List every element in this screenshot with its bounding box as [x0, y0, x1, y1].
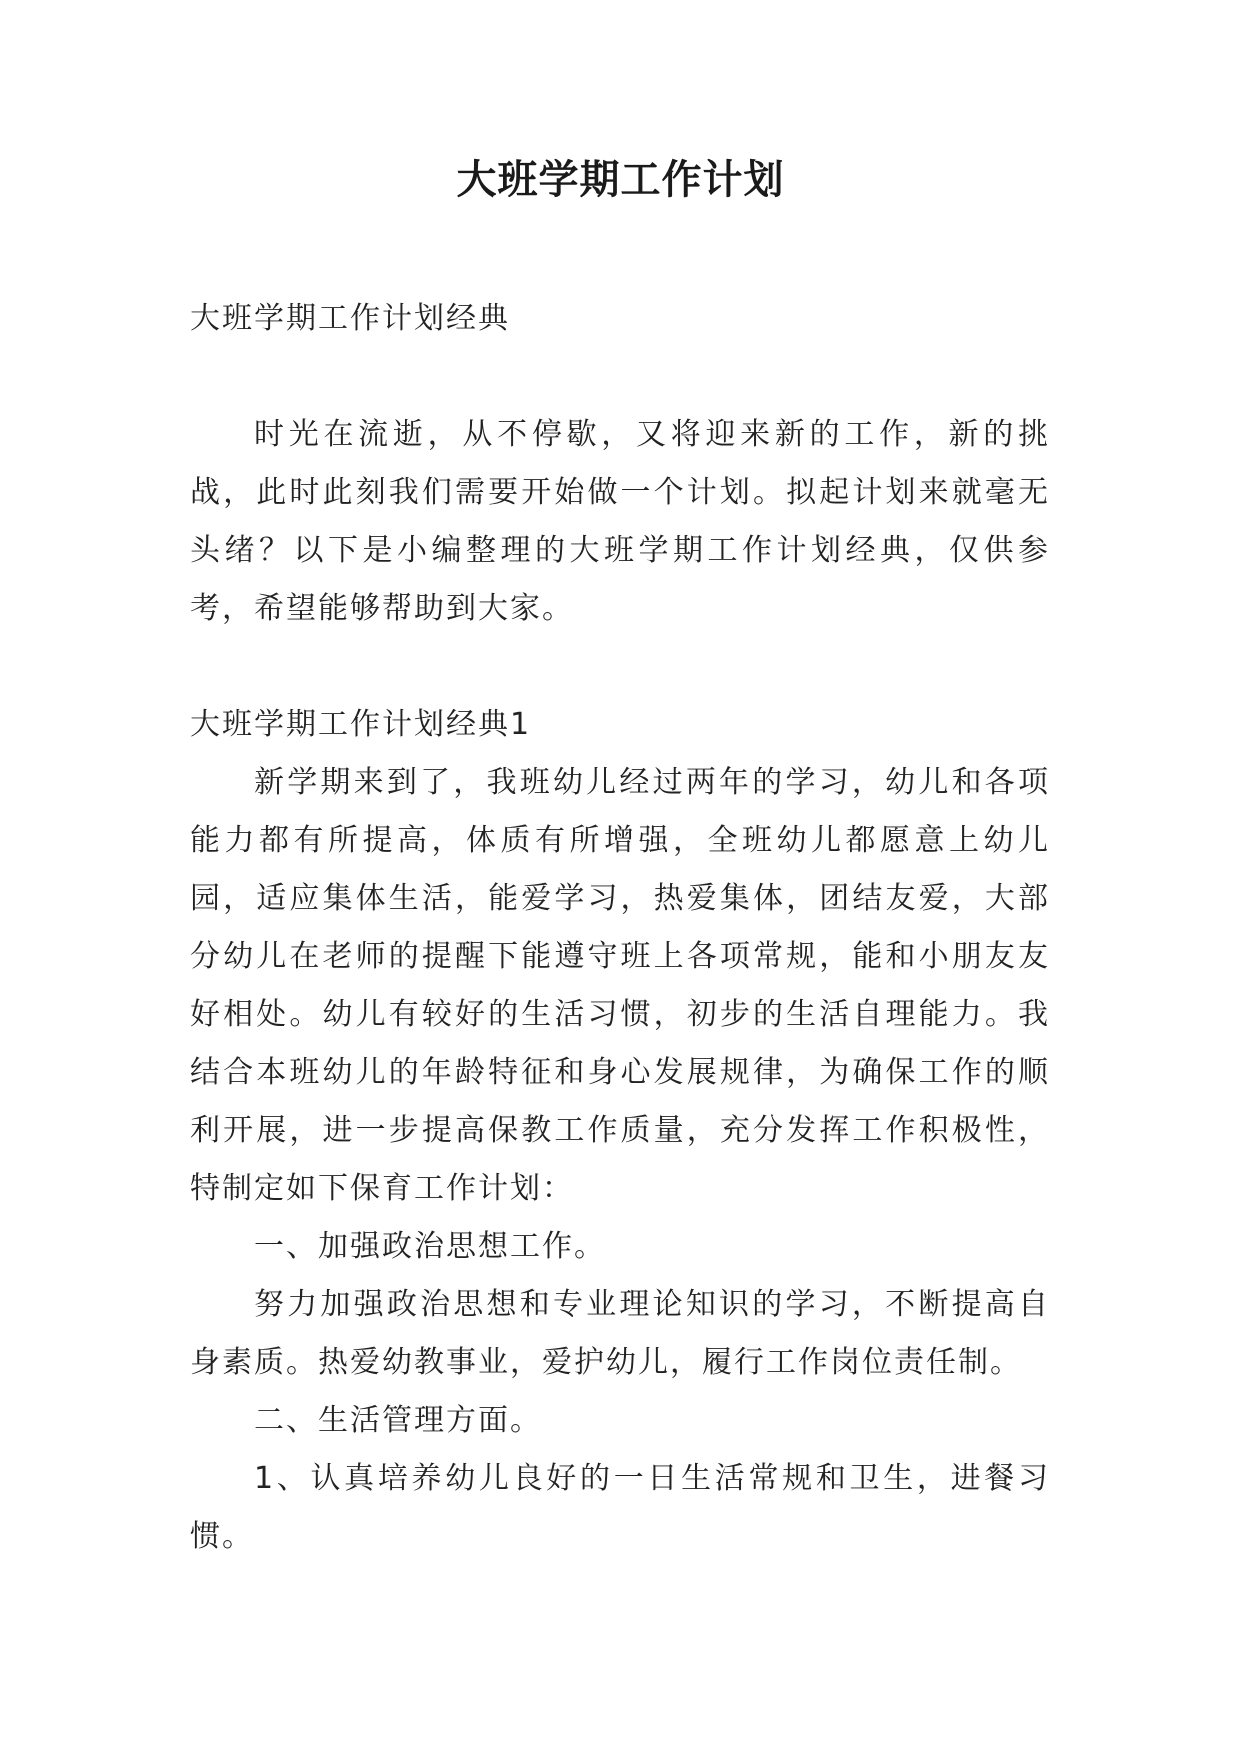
body-paragraph: 1、认真培养幼儿良好的一日生活常规和卫生，进餐习惯。: [190, 1461, 1050, 1554]
document-subtitle: 大班学期工作计划经典: [190, 301, 510, 336]
intro-paragraph: 时光在流逝，从不停歇，又将迎来新的工作，新的挑战，此时此刻我们需要开始做一个计划。拟起计划来就毫无头绪？以下是小编整理的大班学期工作计划经典，仅供参考，希望能够帮助到大家。: [190, 417, 1050, 626]
section-heading-life: 二、生活管理方面。: [254, 1403, 542, 1438]
section-heading: 大班学期工作计划经典1: [190, 707, 532, 742]
document-body: [190, 290, 1050, 1566]
document-title: 大班学期工作计划: [456, 156, 785, 203]
body-paragraph: 新学期来到了，我班幼儿经过两年的学习，幼儿和各项能力都有所提高，体质有所增强，全班幼儿都愿意上幼儿园，适应集体生活，能爱学习，热爱集体，团结友爱，大部分幼儿在老师的提醒下能遵守班上各项常规，能和小朋友友好相处。幼儿有较好的生活习惯，初步的生活自理能力。我结合本班幼儿的年龄特征和身心发展规律，为确保工作的顺利开展，进一步提高保教工作质量，充分发挥工作积极性，特制定如下保育工作计划：: [190, 765, 1050, 1206]
section-heading-politics: 一、加强政治思想工作。: [254, 1229, 606, 1264]
body-paragraph: 努力加强政治思想和专业理论知识的学习，不断提高自身素质。热爱幼教事业，爱护幼儿，履行工作岗位责任制。: [190, 1287, 1050, 1380]
